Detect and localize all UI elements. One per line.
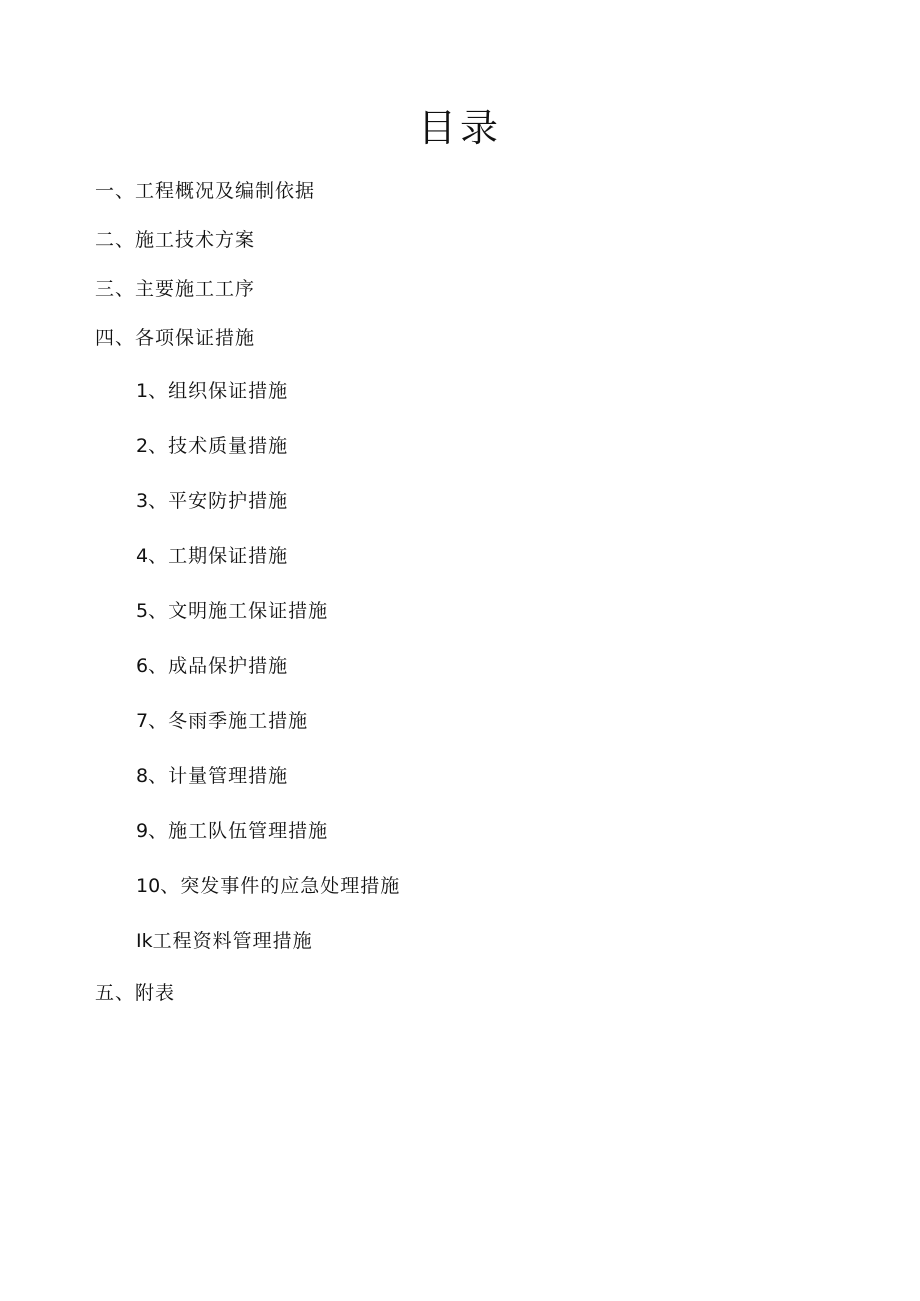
toc-subitem-4 xyxy=(136,542,288,570)
toc-subitem-5 xyxy=(136,597,328,625)
toc-item-1 xyxy=(95,177,315,205)
page-title: 目录 xyxy=(417,106,502,150)
toc-subitem-6 xyxy=(136,652,288,680)
toc-item-number: Ik xyxy=(136,930,153,952)
toc-subitem-2 xyxy=(136,432,288,460)
toc-item-number: 7 xyxy=(136,710,149,732)
toc-item-label: 、成品保护措施 xyxy=(148,655,289,677)
toc-item-number: 1 xyxy=(136,380,149,402)
toc-item-label: 四、各项保证措施 xyxy=(95,327,256,349)
toc-subitem-3 xyxy=(136,487,288,515)
toc-item-label: 、突发事件的应急处理措施 xyxy=(160,875,401,897)
toc-item-label: 三、主要施工工序 xyxy=(95,278,256,300)
toc-item-label: 工程资料管理措施 xyxy=(152,930,313,952)
toc-item-label: 、平安防护措施 xyxy=(148,490,289,512)
toc-subitem-11 xyxy=(136,927,313,955)
toc-item-5 xyxy=(95,979,175,1007)
toc-item-label: 二、施工技术方案 xyxy=(95,229,256,251)
toc-item-label: 、文明施工保证措施 xyxy=(148,600,329,622)
toc-subitem-1 xyxy=(136,377,288,405)
toc-item-label: 、冬雨季施工措施 xyxy=(148,710,309,732)
toc-item-label: 、组织保证措施 xyxy=(148,380,289,402)
toc-item-2 xyxy=(95,226,255,254)
toc-subitem-10 xyxy=(136,872,400,900)
toc-item-number: 2 xyxy=(136,435,149,457)
toc-subitem-9 xyxy=(136,817,328,845)
toc-item-label: 、计量管理措施 xyxy=(148,765,289,787)
toc-item-label: 五、附表 xyxy=(95,982,176,1004)
toc-item-number: 10 xyxy=(136,875,161,897)
toc-item-label: 、技术质量措施 xyxy=(148,435,289,457)
toc-item-number: 3 xyxy=(136,490,149,512)
toc-subitem-7 xyxy=(136,707,308,735)
toc-item-number: 9 xyxy=(136,820,149,842)
toc-item-4 xyxy=(95,324,255,352)
toc-item-number: 5 xyxy=(136,600,149,622)
toc-subitem-8 xyxy=(136,762,288,790)
toc-item-number: 6 xyxy=(136,655,149,677)
toc-item-number: 8 xyxy=(136,765,149,787)
toc-item-label: 、工期保证措施 xyxy=(148,545,289,567)
toc-item-number: 4 xyxy=(136,545,149,567)
toc-item-label: 一、工程概况及编制依据 xyxy=(95,180,316,202)
toc-item-3 xyxy=(95,275,255,303)
toc-item-label: 、施工队伍管理措施 xyxy=(148,820,329,842)
